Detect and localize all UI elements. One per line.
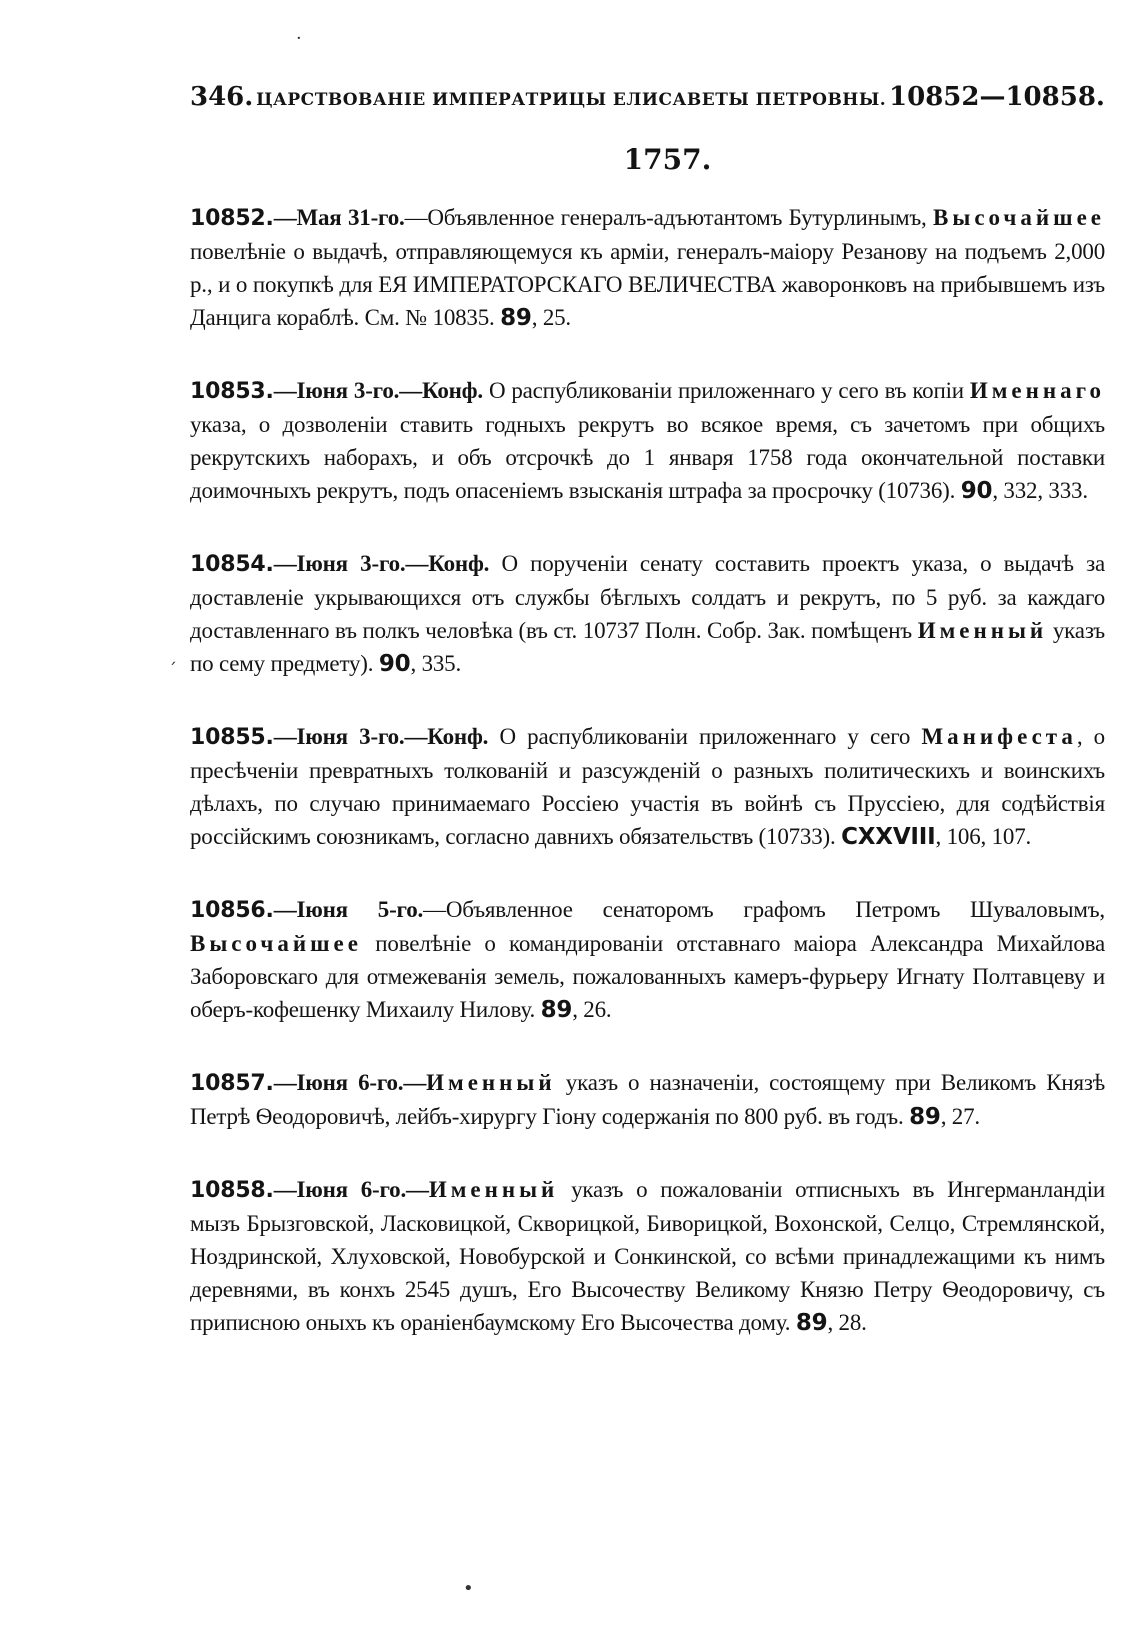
entry-spaced-word: Именный bbox=[426, 1070, 556, 1095]
document-page bbox=[190, 80, 1105, 1379]
entry-number: 10857. bbox=[190, 1071, 274, 1096]
entry-text: О распубликованіи приложеннаго у сего въ копіи bbox=[482, 378, 970, 403]
entry-date: —Іюня 3-го.—Конф. bbox=[273, 551, 490, 576]
entry-text: повелѣніе о выдачѣ, отправляющемуся къ арміи, генералъ-маіору Резанову на подъемъ 2,000 р., и о покупкѣ для ЕЯ ИМПЕРАТОРСКАГО ВЕЛИЧЕСТВА жаворонковъ на прибывшемъ изъ Данцига кораблѣ. См. № 10835. bbox=[190, 239, 1105, 330]
entry-pages: , 26. bbox=[572, 997, 612, 1022]
scan-mark-bottom: • bbox=[463, 1578, 474, 1599]
entry-10854 bbox=[190, 547, 1105, 681]
entry-spaced-word: Именный bbox=[428, 1177, 559, 1202]
entry-date: —Іюня 6-го.— bbox=[273, 1070, 427, 1095]
entry-text: О порученіи сенату составить проектъ указа, о выдачѣ за доставленіе укрывающихся отъ службы бѣглыхъ солдатъ и рекрутъ, по 5 руб. за каждаго доставленнаго въ полкъ человѣка (въ ст. 10737 Полн. Собр. Зак. помѣщенъ bbox=[190, 551, 1105, 643]
entry-volume: 89 bbox=[500, 305, 532, 331]
entry-10855 bbox=[190, 720, 1105, 854]
entry-text: указъ по сему предмету). bbox=[190, 618, 1106, 676]
entry-spaced-word: Именный bbox=[917, 618, 1048, 643]
entry-date: —Іюня 5-го. bbox=[273, 897, 424, 922]
entry-text: указъ о пожалованіи отписныхъ въ Ингерманландіи мызъ Брызговской, Ласковицкой, Скворицкой, Биворицкой, Вохонской, Селцо, Стремлянской, Ноздринской, Хлуховской, Новобурской и Сонкинской, со всѣми принадлежащими къ нимъ деревнями, въ конхъ 2545 душъ, Его Высочеству Великому Князю Петру Ѳеодоровичу, съ приписною оныхъ къ ораніенбаумскому Его Высочества дому. bbox=[190, 1177, 1105, 1335]
entry-volume: 89 bbox=[795, 1310, 828, 1336]
entry-date: —Мая 31-го. bbox=[273, 205, 405, 230]
entry-volume: 89 bbox=[540, 997, 573, 1023]
entry-10858 bbox=[190, 1173, 1105, 1340]
entry-number: 10853. bbox=[190, 379, 274, 404]
running-title: ЦАРСТВОВАНІЕ ИМПЕРАТРИЦЫ ЕЛИСАВЕТЫ ПЕТРОВНЫ. bbox=[256, 90, 887, 110]
entry-10852 bbox=[190, 201, 1105, 335]
entry-range: 10852—10858. bbox=[889, 82, 1105, 112]
entry-text: указа, о дозволеніи ставить годныхъ рекрутъ во всякое время, съ зачетомъ при общихъ рекрутскихъ наборахъ, и объ отсрочкѣ до 1 января 1758 года окончательной поставки доимочныхъ рекрутъ, подъ опасеніемъ взысканія штрафа за просрочку (10736). bbox=[190, 412, 1105, 503]
entry-pages: , 335. bbox=[410, 651, 462, 676]
entry-spaced-word: Манифеста bbox=[921, 724, 1077, 749]
entry-pages: , 27. bbox=[940, 1104, 980, 1129]
running-header bbox=[190, 80, 1105, 117]
entry-volume: 90 bbox=[960, 478, 993, 504]
year-heading: 1757. bbox=[623, 143, 712, 176]
entry-pages: , 25. bbox=[531, 305, 571, 330]
entry-text: О распубликованіи приложеннаго у сего bbox=[488, 724, 922, 749]
entry-volume: 90 bbox=[378, 651, 411, 677]
entry-volume: CXXVIII bbox=[841, 824, 936, 850]
entry-number: 10858. bbox=[190, 1178, 274, 1203]
entry-spaced-word: Высочайшее bbox=[190, 931, 362, 956]
entry-text: указъ о назначеніи, состоящему при Великомъ Князѣ Петрѣ Ѳеодоровичѣ, лейбъ-хирургу Гіону содержанія по 800 руб. въ годъ. bbox=[190, 1070, 1105, 1129]
entry-date: —Іюня 3-го.—Конф. bbox=[273, 378, 483, 403]
entry-10857 bbox=[190, 1066, 1105, 1134]
entry-10856 bbox=[190, 893, 1105, 1027]
entry-text: —Объявленное сенаторомъ графомъ Петромъ Шуваловымъ, bbox=[423, 897, 1105, 922]
entry-number: 10856. bbox=[190, 898, 274, 923]
entry-spaced-word: Высочайшее bbox=[933, 205, 1105, 230]
entry-text: , о пресѣченіи превратныхъ толкованій и разсужденій о разныхъ политическихъ и воинскихъ дѣлахъ, по случаю принимаемаго Россіею участія въ войнѣ съ Пруссіею, для содѣйствія россійскимъ союзникамъ, согласно давнихъ обязательствъ (10733). bbox=[190, 724, 1105, 849]
scan-mark-top: · bbox=[296, 28, 302, 49]
entry-pages: , 28. bbox=[827, 1310, 867, 1335]
entry-text: повелѣніе о командированіи отставнаго маіора Александра Михайлова Заборовскаго для отмежеванія земель, пожалованныхъ камеръ-фурьеру Игнату Полтавцеву и оберъ-кофешенку Михаилу Нилову. bbox=[190, 931, 1105, 1022]
entry-date: —Іюня 6-го.— bbox=[273, 1177, 429, 1202]
entry-spaced-word: Именнаго bbox=[969, 378, 1105, 403]
entry-number: 10855. bbox=[190, 725, 274, 750]
entry-text: —Объявленное генералъ-адъютантомъ Бутурлинымъ, bbox=[404, 205, 934, 230]
entry-date: —Іюня 3-го.—Конф. bbox=[273, 724, 489, 749]
scan-mark-side: ˊ bbox=[168, 660, 177, 681]
entry-volume: 89 bbox=[909, 1104, 941, 1130]
entry-pages: , 106, 107. bbox=[935, 824, 1032, 849]
entry-10853 bbox=[190, 374, 1105, 508]
entry-number: 10852. bbox=[190, 206, 274, 231]
entries-list bbox=[190, 201, 1105, 1340]
entry-number: 10854. bbox=[190, 552, 274, 577]
page-number: 346. bbox=[190, 82, 254, 112]
entry-pages: , 332, 333. bbox=[992, 478, 1088, 503]
